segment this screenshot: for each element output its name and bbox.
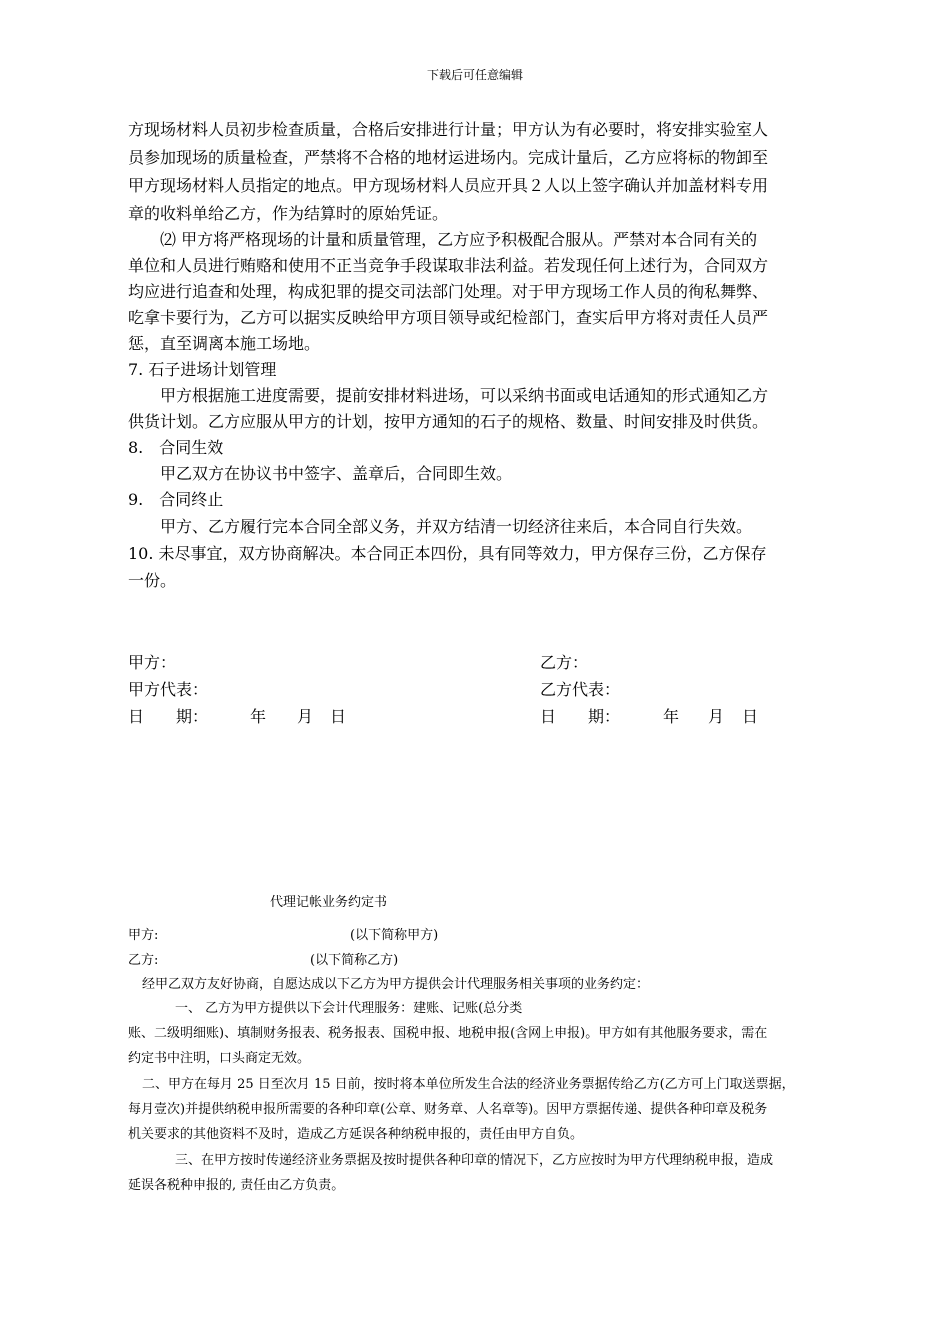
contract1-line-14: 甲乙双方在协议书中签字、盖章后，合同即生效。 [160,464,513,483]
party-a-date-label: 日 期： [128,707,209,726]
party-b-year: 年 [663,707,680,726]
contract2-party-b-label: 乙方: [128,953,159,968]
section-7-heading: 7. 石子进场计划管理 [128,360,277,379]
party-b-date-label: 日 期： [540,707,621,726]
contract1-line-3: 甲方现场材料人员指定的地点。甲方现场材料人员应开具２人以上签字确认并加盖材料专用 [128,176,769,195]
party-a-year: 年 [250,707,267,726]
party-b-rep-label: 乙方代表： [540,680,621,699]
contract2-title: 代理记帐业务约定书 [270,895,388,910]
contract1-line-18: 一份。 [128,571,177,590]
section-8-heading: 8. 合同生效 [128,438,224,457]
contract2-party-a-label: 甲方: [128,928,159,943]
contract2-line-6: 每月壹次)并提供纳税申报所需要的各种印章(公章、财务章、人名章等)。因甲方票据传递、提供各种印章及税务 [128,1102,768,1117]
contract2-party-a-note: (以下简称甲方) [350,928,439,943]
contract2-line-7: 机关要求的其他资料不及时，造成乙方延误各种纳税申报的，责任由甲方自负。 [128,1127,584,1142]
contract2-intro: 经甲乙双方友好协商，自愿达成以下乙方为甲方提供会计代理服务相关事项的业务约定： [142,977,650,992]
contract1-line-6: 单位和人员进行贿赂和使用不正当竞争手段谋取非法利益。若发现任何上述行为，合同双方 [128,256,769,275]
contract2-party-b-note: (以下简称乙方) [310,953,399,968]
party-a-sign-label: 甲方： [128,653,177,672]
contract1-line-12: 供货计划。乙方应服从甲方的计划，按甲方通知的石子的规格、数量、时间安排及时供货。 [128,412,769,431]
contract2-line-9: 延误各税种申报的, 责任由乙方负责。 [128,1178,345,1193]
header-note: 下载后可任意编辑 [426,68,523,82]
party-a-rep-label: 甲方代表： [128,680,209,699]
section-9-heading: 9. 合同终止 [128,490,224,509]
party-b-day: 日 [742,707,759,726]
contract2-clause-2: 二、甲方在每月 25 日至次月 15 日前，按时将本单位所发生合法的经济业务票据传给乙方(乙方可上门取送票据， [142,1077,795,1092]
contract1-line-9: 惩，直至调离本施工场地。 [128,334,321,353]
contract1-line-1: 方现场材料人员初步检查质量，合格后安排进行计量；甲方认为有必要时，将安排实验室人 [128,120,769,139]
contract2-clause-3: 三、在甲方按时传递经济业务票据及按时提供各种印章的情况下，乙方应按时为甲方代理纳税申报，造成 [175,1153,774,1168]
contract1-line-4: 章的收料单给乙方，作为结算时的原始凭证。 [128,204,449,223]
party-a-day: 日 [330,707,347,726]
contract1-line-7: 均应进行追查和处理，构成犯罪的提交司法部门处理。对于甲方现场工作人员的徇私舞弊、 [128,282,769,301]
contract2-clause-1: 一、 乙方为甲方提供以下会计代理服务：建账、记账(总分类 [175,1001,523,1016]
party-a-month: 月 [297,707,314,726]
contract1-line-8: 吃拿卡要行为，乙方可以据实反映给甲方项目领导或纪检部门，查实后甲方将对责任人员严 [128,308,769,327]
contract2-line-4: 约定书中注明，口头商定无效。 [128,1051,311,1066]
contract2-line-3: 账、二级明细账)、填制财务报表、税务报表、国税申报、地税申报(含网上申报)。甲方如有其他服务要求，需在 [128,1026,768,1041]
contract1-line-5: ⑵ 甲方将严格现场的计量和质量管理，乙方应予积极配合服从。严禁对本合同有关的 [160,230,758,249]
contract1-line-11: 甲方根据施工进度需要，提前安排材料进场，可以采纳书面或电话通知的形式通知乙方 [160,386,769,405]
contract1-line-16: 甲方、乙方履行完本合同全部义务，并双方结清一切经济往来后，本合同自行失效。 [160,517,753,536]
party-b-month: 月 [708,707,725,726]
contract1-line-2: 员参加现场的质量检查，严禁将不合格的地材运进场内。完成计量后，乙方应将标的物卸至 [128,148,769,167]
section-10-line: 10. 未尽事宜，双方协商解决。本合同正本四份，具有同等效力，甲方保存三份，乙方保存 [128,544,767,563]
party-b-sign-label: 乙方： [540,653,589,672]
